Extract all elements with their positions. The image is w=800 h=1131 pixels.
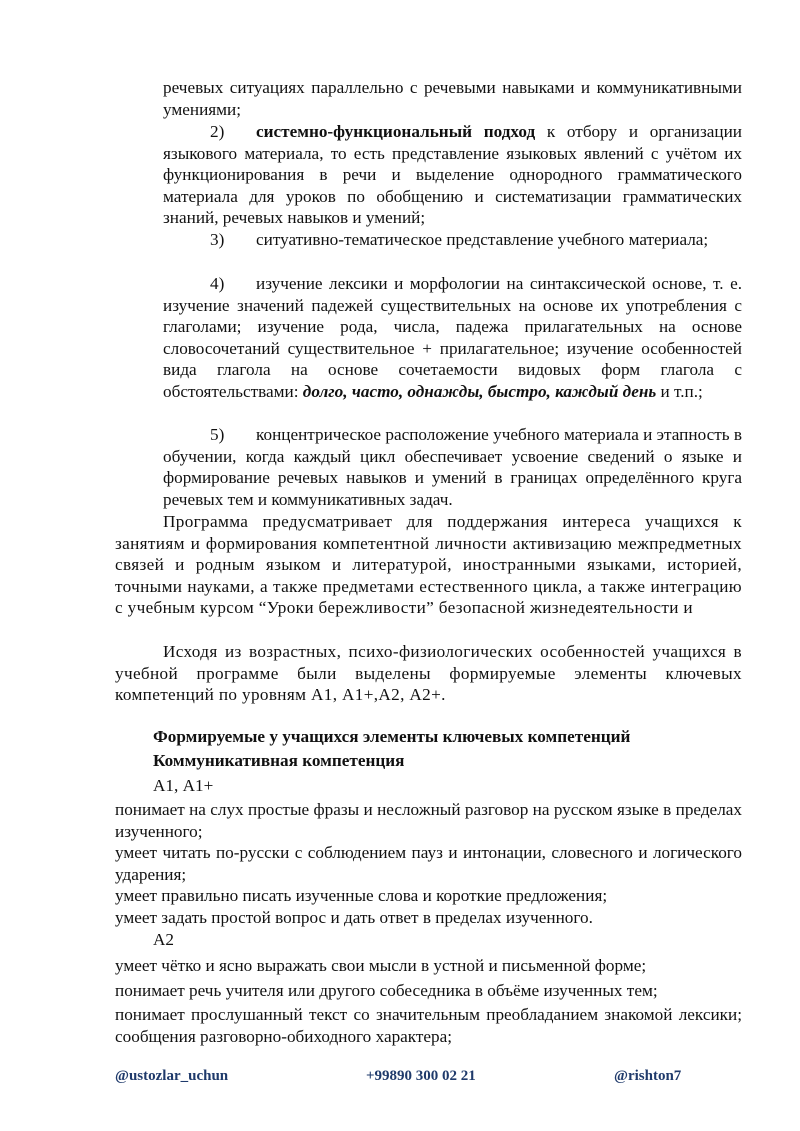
footer-telegram-handle: @ustozlar_uchun <box>115 1068 229 1084</box>
list-item-2 <box>163 121 742 229</box>
list-number: 4) <box>210 274 225 293</box>
list-item: умеет задать простой вопрос и дать ответ в пределах изученного. <box>115 908 593 927</box>
paragraph-speech-situations: речевых ситуациях параллельно с речевыми навыками и коммуникативными умениями; <box>163 78 742 119</box>
heading-communicative-competence: Коммуникативная компетенция <box>153 751 405 770</box>
list-item-text: ситуативно-тематическое представление учебного материала; <box>256 230 709 249</box>
list-number: 5) <box>210 425 225 444</box>
level-label-a2: А2 <box>153 930 175 949</box>
paragraph-age-features: Исходя из возрастных, психо-физиологических особенностей учащихся в учебной программе были выделены формируемые элементы ключевых компетенций по уровням А1, А1+,А2, А2+. <box>115 642 742 705</box>
bold-term: системно-функциональный подход <box>256 122 536 141</box>
footer-phone: +99890 300 02 21 <box>366 1068 476 1084</box>
footer-telegram-handle-2: @rishton7 <box>614 1068 682 1084</box>
list-item: умеет правильно писать изученные слова и короткие предложения; <box>115 886 608 905</box>
list-number: 2) <box>210 122 225 141</box>
list-item: умеет читать по-русски с соблюдением пауз и интонации, словесного и логического ударения; <box>115 843 742 884</box>
level-label-a1: А1, А1+ <box>153 776 214 795</box>
list-item-text: концентрическое расположение учебного материала и этапность в обучении, когда каждый цикл обеспечивает усвоение сведений о языке и формирование речевых навыков и умений в границах определённого круга речевых тем и коммуникативных задач. <box>163 425 742 509</box>
heading-key-competences: Формируемые у учащихся элементы ключевых компетенций <box>153 727 631 746</box>
list-item-text: изучение лексики и морфологии на синтаксической основе, т. е. изучение значений падежей существительных на основе их употребления с глаголами; изучение рода, числа, падежа прилагательных на основе словосочетаний существительное + прилагательное; изучение особенностей вида глагола на основе сочетаемости видовых форм глагола с обстоятельствами: <box>163 274 742 401</box>
bold-italic-examples: долго, часто, однажды, быстро, каждый день <box>302 381 657 401</box>
list-item: умеет чётко и ясно выражать свои мысли в устной и письменной форме; <box>115 956 647 975</box>
list-item-text: к отбору и организации языкового материала, то есть представление языковых явлений с учётом их функционирования в речи и выделение однородного грамматического материала для уроков по обобщению и систематизации грамматических знаний, речевых навыков и умений; <box>163 122 742 228</box>
list-item-tail: и т.п.; <box>656 381 703 401</box>
list-number: 3) <box>210 230 225 249</box>
paragraph-program: Программа предусматривает для поддержания интереса учащихся к занятиям и формирования компетентной личности активизацию межпредметных связей и родным языком и литературой, иностранными языками, историей, точными науками, а также предметами естественного цикла, а также интеграцию с учебным курсом “Уроки бережливости” безопасной жизнедеятельности и <box>115 512 742 618</box>
list-item-5 <box>163 424 742 510</box>
list-item: понимает прослушанный текст со значительным преобладанием знакомой лексики; сообщения разговорно-обиходного характера; <box>115 1005 742 1046</box>
list-item-4 <box>163 273 742 403</box>
list-item: понимает речь учителя или другого собеседника в объёме изученных тем; <box>115 981 658 1000</box>
list-item-3 <box>163 229 742 251</box>
list-item: понимает на слух простые фразы и несложный разговор на русском языке в пределах изученного; <box>115 800 742 841</box>
